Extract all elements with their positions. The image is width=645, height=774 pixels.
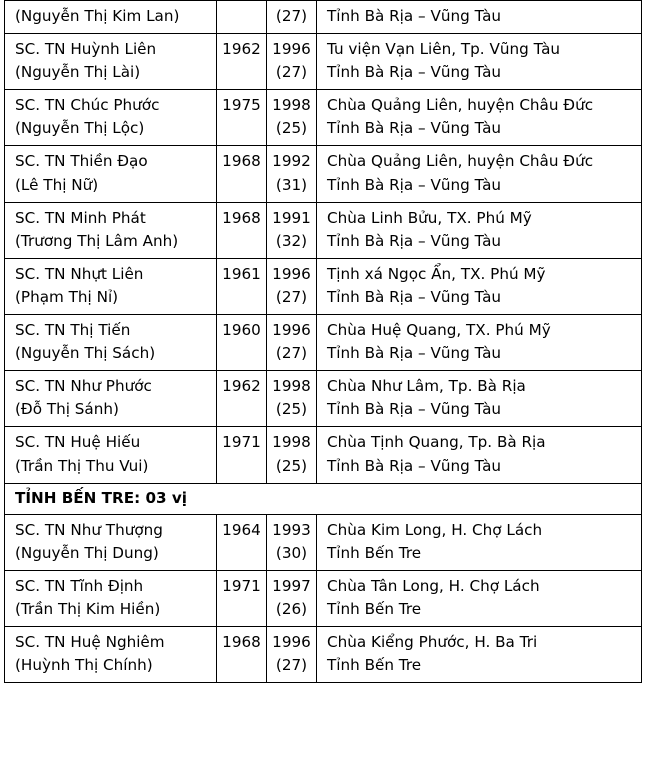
place-temple: Chùa Huệ Quang, TX. Phú Mỹ	[327, 321, 551, 340]
name-secular: (Nguyễn Thị Lài)	[15, 63, 141, 82]
name-dharma: SC. TN Nhựt Liên	[15, 264, 144, 283]
cell-ordained	[267, 146, 317, 202]
table-row	[5, 90, 642, 146]
table-row	[5, 202, 642, 258]
table-row	[5, 34, 642, 90]
place-province: Tỉnh Bà Rịa – Vũng Tàu	[327, 287, 502, 306]
place-province: Tỉnh Bà Rịa – Vũng Tàu	[327, 344, 502, 363]
born-year: 1964	[222, 520, 261, 539]
ordination-year: 1996	[272, 633, 311, 652]
born-year: 1962	[222, 40, 261, 59]
cell-born	[217, 514, 267, 570]
name-secular: (Trần Thị Kim Hiền)	[15, 599, 161, 618]
born-year: 1971	[222, 433, 261, 452]
cell-born	[217, 570, 267, 626]
cell-place	[317, 90, 642, 146]
born-year: 1968	[222, 152, 261, 171]
name-secular: (Lê Thị Nữ)	[15, 175, 99, 194]
ordination-age: (27)	[275, 7, 308, 25]
place-province: Tỉnh Bà Rịa – Vũng Tàu	[327, 119, 502, 138]
cell-name	[5, 427, 217, 483]
born-year: 1971	[222, 576, 261, 595]
ordination-age: (27)	[275, 344, 308, 363]
cell-ordained	[267, 202, 317, 258]
place-province: Tỉnh Bến Tre	[327, 599, 422, 618]
cell-place	[317, 570, 642, 626]
born-year: 1968	[222, 633, 261, 652]
cell-place	[317, 627, 642, 683]
place-province: Tỉnh Bà Rịa – Vũng Tàu	[327, 400, 502, 419]
cell-born	[217, 34, 267, 90]
ordination-age: (27)	[275, 287, 308, 306]
cell-name	[5, 146, 217, 202]
place-temple: Chùa Tân Long, H. Chợ Lách	[327, 576, 540, 595]
cell-ordained	[267, 1, 317, 34]
table-row	[5, 371, 642, 427]
table-body	[5, 1, 642, 683]
cell-name	[5, 570, 217, 626]
name-secular: (Trương Thị Lâm Anh)	[15, 231, 179, 250]
cell-ordained	[267, 258, 317, 314]
cell-born	[217, 315, 267, 371]
place-province: Tỉnh Bến Tre	[327, 543, 422, 562]
cell-place	[317, 514, 642, 570]
born-year: 1962	[222, 377, 261, 396]
ordination-year: 1991	[272, 208, 311, 227]
cell-born	[217, 371, 267, 427]
place-province: Tỉnh Bà Rịa – Vũng Tàu	[327, 231, 502, 250]
name-secular: (Nguyễn Thị Kim Lan)	[15, 7, 180, 25]
cell-place	[317, 146, 642, 202]
table-row	[5, 627, 642, 683]
place-temple: Tu viện Vạn Liên, Tp. Vũng Tàu	[327, 40, 561, 59]
ordination-year: 1997	[272, 576, 311, 595]
cell-place	[317, 315, 642, 371]
table-row	[5, 427, 642, 483]
cell-place	[317, 427, 642, 483]
cell-name	[5, 315, 217, 371]
cell-place	[317, 371, 642, 427]
name-dharma: SC. TN Huỳnh Liên	[15, 40, 157, 59]
name-dharma: SC. TN Tĩnh Định	[15, 576, 144, 595]
born-year: 1968	[222, 208, 261, 227]
name-dharma: SC. TN Thị Tiến	[15, 321, 131, 340]
table-row	[5, 146, 642, 202]
ordination-age: (25)	[275, 400, 308, 419]
monastics-table	[4, 0, 642, 683]
cell-name	[5, 202, 217, 258]
place-temple: Chùa Kim Long, H. Chợ Lách	[327, 520, 543, 539]
cell-born	[217, 90, 267, 146]
ordination-age: (26)	[275, 599, 308, 618]
ordination-year: 1993	[272, 520, 311, 539]
born-year: 1960	[222, 321, 261, 340]
name-secular: (Nguyễn Thị Lộc)	[15, 119, 145, 138]
cell-born	[217, 1, 267, 34]
place-province: Tỉnh Bến Tre	[327, 656, 422, 675]
ordination-year: 1998	[272, 433, 311, 452]
cell-born	[217, 427, 267, 483]
cell-place	[317, 202, 642, 258]
name-dharma: SC. TN Minh Phát	[15, 208, 146, 227]
ordination-year: 1996	[272, 40, 311, 59]
name-secular: (Trần Thị Thu Vui)	[15, 456, 149, 475]
cell-section	[5, 483, 642, 514]
place-province: Tỉnh Bà Rịa – Vũng Tàu	[327, 7, 502, 25]
name-dharma: SC. TN Như Phước	[15, 377, 152, 396]
table-row	[5, 514, 642, 570]
name-dharma: SC. TN Chúc Phước	[15, 96, 160, 115]
cell-name	[5, 34, 217, 90]
cell-place	[317, 34, 642, 90]
ordination-age: (32)	[275, 231, 308, 250]
cell-ordained	[267, 34, 317, 90]
ordination-age: (25)	[275, 119, 308, 138]
cell-name	[5, 371, 217, 427]
place-temple: Tịnh xá Ngọc Ẩn, TX. Phú Mỹ	[327, 264, 546, 283]
table-row	[5, 258, 642, 314]
place-temple: Chùa Kiểng Phước, H. Ba Tri	[327, 633, 538, 652]
ordination-age: (27)	[275, 656, 308, 675]
cell-ordained	[267, 427, 317, 483]
born-year: 1961	[222, 264, 261, 283]
table-row	[5, 570, 642, 626]
place-province: Tỉnh Bà Rịa – Vũng Tàu	[327, 175, 502, 194]
place-province: Tỉnh Bà Rịa – Vũng Tàu	[327, 63, 502, 82]
cell-born	[217, 258, 267, 314]
province-section-label: TỈNH BẾN TRE: 03 vị	[15, 488, 187, 507]
ordination-year: 1992	[272, 152, 311, 171]
cell-ordained	[267, 315, 317, 371]
place-province: Tỉnh Bà Rịa – Vũng Tàu	[327, 456, 502, 475]
name-dharma: SC. TN Thiền Đạo	[15, 152, 148, 171]
place-temple: Chùa Quảng Liên, huyện Châu Đức	[327, 152, 594, 171]
table-row	[5, 1, 642, 34]
ordination-year: 1998	[272, 96, 311, 115]
cell-ordained	[267, 514, 317, 570]
place-temple: Chùa Tịnh Quang, Tp. Bà Rịa	[327, 433, 546, 452]
cell-ordained	[267, 570, 317, 626]
cell-ordained	[267, 371, 317, 427]
cell-ordained	[267, 627, 317, 683]
ordination-age: (30)	[275, 543, 308, 562]
cell-born	[217, 146, 267, 202]
ordination-age: (27)	[275, 63, 308, 82]
ordination-age: (25)	[275, 456, 308, 475]
cell-place	[317, 258, 642, 314]
place-temple: Chùa Như Lâm, Tp. Bà Rịa	[327, 377, 526, 396]
cell-name	[5, 90, 217, 146]
section-header-row	[5, 483, 642, 514]
ordination-year: 1998	[272, 377, 311, 396]
name-dharma: SC. TN Huệ Nghiêm	[15, 633, 165, 652]
place-temple: Chùa Quảng Liên, huyện Châu Đức	[327, 96, 594, 115]
name-secular: (Nguyễn Thị Dung)	[15, 543, 159, 562]
cell-place	[317, 1, 642, 34]
cell-born	[217, 627, 267, 683]
name-secular: (Phạm Thị Nỉ)	[15, 287, 119, 306]
ordination-year: 1996	[272, 264, 311, 283]
cell-name	[5, 258, 217, 314]
cell-name	[5, 627, 217, 683]
name-secular: (Nguyễn Thị Sách)	[15, 344, 156, 363]
name-secular: (Đỗ Thị Sánh)	[15, 400, 119, 419]
place-temple: Chùa Linh Bửu, TX. Phú Mỹ	[327, 208, 532, 227]
cell-born	[217, 202, 267, 258]
name-secular: (Huỳnh Thị Chính)	[15, 656, 153, 675]
ordination-year: 1996	[272, 321, 311, 340]
table-row	[5, 315, 642, 371]
cell-ordained	[267, 90, 317, 146]
ordination-age: (31)	[275, 175, 308, 194]
born-year: 1975	[222, 96, 261, 115]
cell-name	[5, 1, 217, 34]
name-dharma: SC. TN Huệ Hiếu	[15, 433, 141, 452]
name-dharma: SC. TN Như Thượng	[15, 520, 163, 539]
cell-name	[5, 514, 217, 570]
